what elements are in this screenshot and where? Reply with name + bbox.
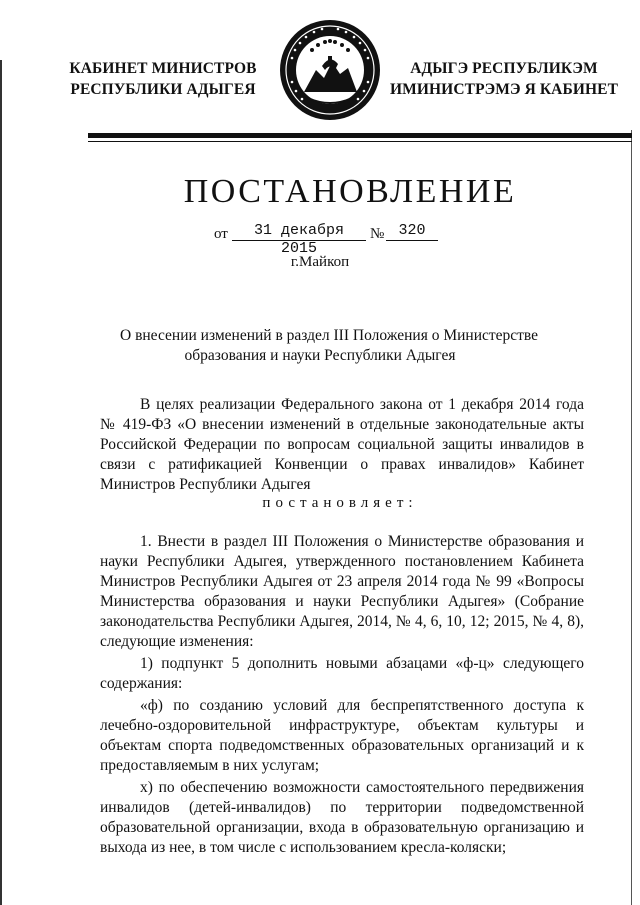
number-prefix: № bbox=[370, 226, 385, 242]
date-prefix: от bbox=[214, 226, 228, 242]
document-title: ПОСТАНОВЛЕНИЕ bbox=[183, 173, 517, 210]
scan-edge bbox=[0, 60, 2, 905]
preamble-paragraph: В целях реализации Федерального закона от 1 декабря 2014 года № 419-ФЗ «О внесении изменений в отдельные законодательные акты Российской Федерации по вопросам социальной защиты инвалидов в связи с ратификацией Конвенции о правах инвалидов» Кабинет Министров Республики Адыгея bbox=[100, 396, 584, 493]
org-name-line: АДЫГЭ РЕСПУБЛИКЭМ bbox=[410, 60, 598, 77]
org-name-adyghe bbox=[384, 58, 624, 100]
date-number-line bbox=[0, 222, 640, 257]
clause-paragraph: х) по обеспечению возможности самостоятельного передвижения инвалидов (детей-инвалидов) по территории подведомственной образовательной организации, входа в образовательную организацию и выхода из нее, в том числе с использованием кресла-коляски; bbox=[100, 779, 584, 856]
document-subject bbox=[120, 326, 539, 366]
number-field: 320 bbox=[386, 222, 438, 241]
clauses bbox=[100, 532, 584, 858]
subject-line: О внесении изменений в раздел III Положения о Министерстве bbox=[120, 327, 539, 344]
clause-paragraph: «ф) по созданию условий для беспрепятственного доступа к лечебно-оздоровительной инфраструктуре, объектам культуры и объектам спорта подведомственных образовательных организаций и к предоставляемым в них услугам; bbox=[100, 697, 584, 774]
clause-paragraph: 1. Внести в раздел III Положения о Министерстве образования и науки Республики Адыгея, утвержденного постановлением Кабинета Министров Республики Адыгея от 23 апреля 2014 года № 99 «Вопросы Министерства образования и науки Республики Адыгея» (Собрание законодательства Республики Адыгея, 2014, № 4, 6, 10, 12; 2015, № 4, 8), следующие изменения: bbox=[100, 533, 584, 650]
header-divider bbox=[88, 133, 632, 138]
city: г.Майкоп bbox=[290, 254, 350, 270]
header-divider-thin bbox=[88, 141, 632, 142]
subject-line: образования и науки Республики Адыгея bbox=[184, 347, 456, 364]
scan-edge bbox=[631, 130, 632, 905]
date-field: 31 декабря 2015 bbox=[232, 222, 366, 241]
coat-of-arms-icon bbox=[278, 18, 382, 122]
decision-word: постановляет: bbox=[262, 495, 418, 511]
org-name-line: ИМИНИСТРЭМЭ Я КАБИНЕТ bbox=[389, 81, 619, 98]
org-name-russian bbox=[68, 58, 258, 100]
clause-paragraph: 1) подпункт 5 дополнить новыми абзацами «ф-ц» следующего содержания: bbox=[100, 655, 584, 692]
org-name-line: РЕСПУБЛИКИ АДЫГЕЯ bbox=[70, 81, 256, 98]
org-name-line: КАБИНЕТ МИНИСТРОВ bbox=[69, 60, 257, 77]
